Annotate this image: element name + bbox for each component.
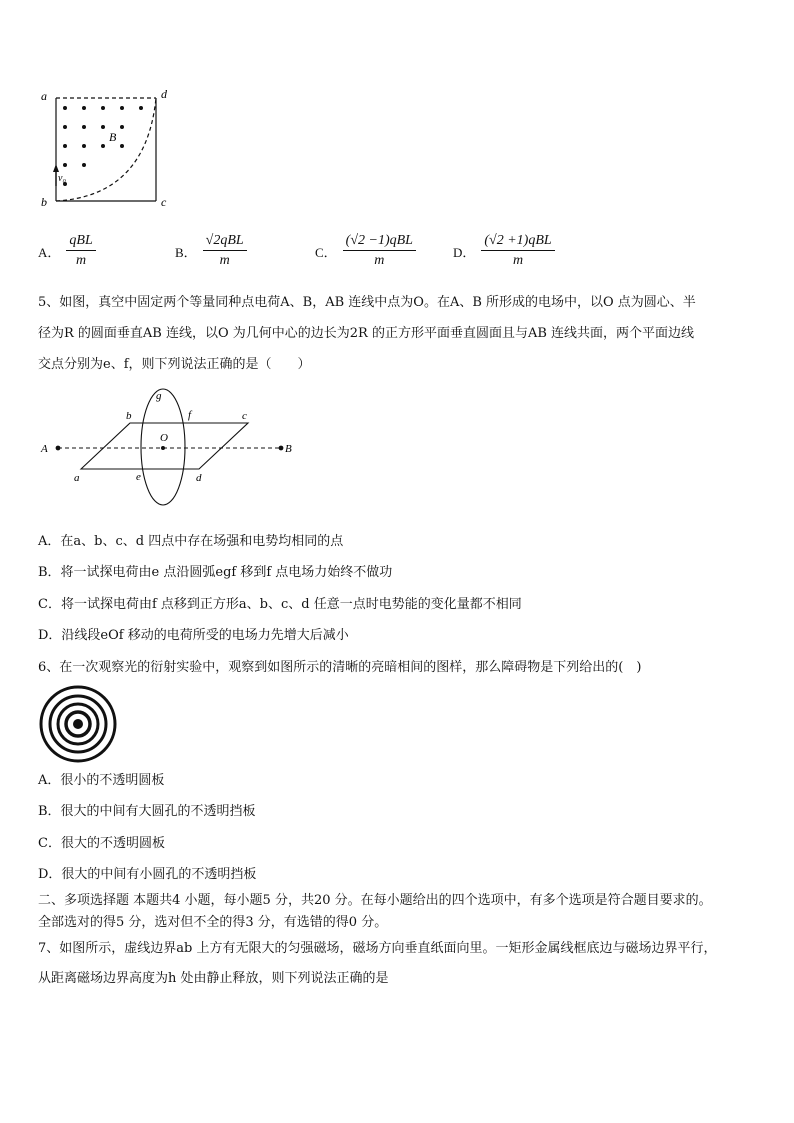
- q4-option-b[interactable]: B． $\frac{\text{√2qBL}}{m}$: [175, 233, 247, 269]
- q4-field-dot: [82, 125, 86, 129]
- q4-magnetic-field-figure: [36, 86, 186, 211]
- q5-label-O: O: [160, 432, 168, 444]
- q5-label-A: A: [41, 443, 48, 455]
- q4-label-c: c: [161, 195, 167, 209]
- q4-option-a[interactable]: A． $\frac{\text{qBL}}{m}$: [38, 233, 96, 269]
- q6-option-c[interactable]: C．很大的不透明圆板: [38, 836, 165, 851]
- q4-option-d[interactable]: D． $\frac{\text{(√2 +1)qBL}}{m}$: [453, 233, 555, 269]
- q4-field-dot: [63, 106, 67, 110]
- q4-label-b: b: [41, 195, 47, 209]
- q5-stem-line-2: 径为R 的圆面垂直AB 连线，以O 为几何中心的边长为2R 的正方形平面垂直圆面且与AB 连线共面，两个平面边线: [38, 326, 695, 341]
- q5-option-d[interactable]: D．沿线段eOf 移动的电荷所受的电场力先增大后减小: [38, 628, 349, 643]
- q5-option-c[interactable]: C．将一试探电荷由f 点移到正方形a、b、c、d 任意一点时电势能的变化量都不相同: [38, 597, 522, 612]
- q5-label-b: b: [126, 410, 132, 422]
- q4-field-dot: [120, 106, 124, 110]
- q4-field-dot: [120, 125, 124, 129]
- q5-label-e: e: [136, 471, 141, 483]
- q4-option-b-fraction: $\frac{\text{√2qBL}}{m}$: [203, 233, 247, 269]
- q7-stem-line-1: 7、如图所示，虚线边界ab 上方有无限大的匀强磁场，磁场方向垂直纸面向里。一矩形金属线框底边与磁场边界平行，: [38, 941, 717, 956]
- q4-field-dot: [63, 125, 67, 129]
- q4-option-c[interactable]: C． $\frac{\text{(√2 −1)qBL}}{m}$: [315, 233, 416, 269]
- q5-stem-line-1: 5、如图，真空中固定两个等量同种点电荷A、B，AB 连线中点为O。在A、B 所形成的电场中，以O 点为圆心、半: [38, 295, 696, 310]
- q5-label-B: B: [285, 443, 292, 455]
- q4-field-dot: [101, 144, 105, 148]
- q4-field-dot: [101, 125, 105, 129]
- q7-stem-line-2: 从距离磁场边界高度为h 处由静止释放，则下列说法正确的是: [38, 971, 389, 986]
- q4-label-v0: v₀: [58, 173, 66, 184]
- q4-field-dot: [82, 163, 86, 167]
- q6-option-d[interactable]: D．很大的中间有小圆孔的不透明挡板: [38, 867, 257, 882]
- q4-field-dot: [82, 106, 86, 110]
- q4-field-dot: [63, 163, 67, 167]
- q6-option-b[interactable]: B．很大的中间有大圆孔的不透明挡板: [38, 804, 256, 819]
- q4-option-a-fraction: $\frac{\text{qBL}}{m}$: [66, 233, 95, 269]
- q4-option-d-fraction: $\frac{\text{(√2 +1)qBL}}{m}$: [481, 233, 554, 269]
- section2-heading-line-1: 二、多项选择题 本题共4 小题，每小题5 分，共20 分。在每小题给出的四个选项中，有多个选项是符合题目要求的。: [38, 893, 712, 908]
- q6-option-a[interactable]: A．很小的不透明圆板: [38, 773, 165, 788]
- q4-label-B: B: [109, 130, 117, 144]
- q5-charges-figure: [36, 383, 306, 513]
- q5-option-a[interactable]: A．在a、b、c、d 四点中存在场强和电势均相同的点: [38, 534, 344, 549]
- section2-heading-line-2: 全部选对的得5 分，选对但不全的得3 分，有选错的得0 分。: [38, 915, 388, 930]
- q5-label-d: d: [196, 472, 202, 484]
- q5-option-b[interactable]: B．将一试探电荷由e 点沿圆弧egf 移到f 点电场力始终不做功: [38, 565, 393, 580]
- q6-diffraction-rings-figure: [38, 684, 118, 764]
- q4-field-dot: [63, 144, 67, 148]
- q4-field-dot: [139, 106, 143, 110]
- q4-field-dot: [82, 144, 86, 148]
- q4-field-dot: [101, 106, 105, 110]
- q5-label-a: a: [74, 472, 80, 484]
- q5-stem-line-3: 交点分别为e、f，则下列说法正确的是（ ）: [38, 357, 311, 372]
- q5-label-g: g: [156, 390, 162, 402]
- q6-stem: 6、在一次观察光的衍射实验中，观察到如图所示的清晰的亮暗相间的图样，那么障碍物是下列给出的( ): [38, 660, 642, 675]
- q5-label-c: c: [242, 410, 247, 422]
- q4-option-c-fraction: $\frac{\text{(√2 −1)qBL}}{m}$: [343, 233, 416, 269]
- q4-label-d: d: [161, 87, 167, 101]
- q4-label-a: a: [41, 89, 47, 103]
- q4-field-dot: [120, 144, 124, 148]
- q5-label-f: f: [188, 409, 192, 421]
